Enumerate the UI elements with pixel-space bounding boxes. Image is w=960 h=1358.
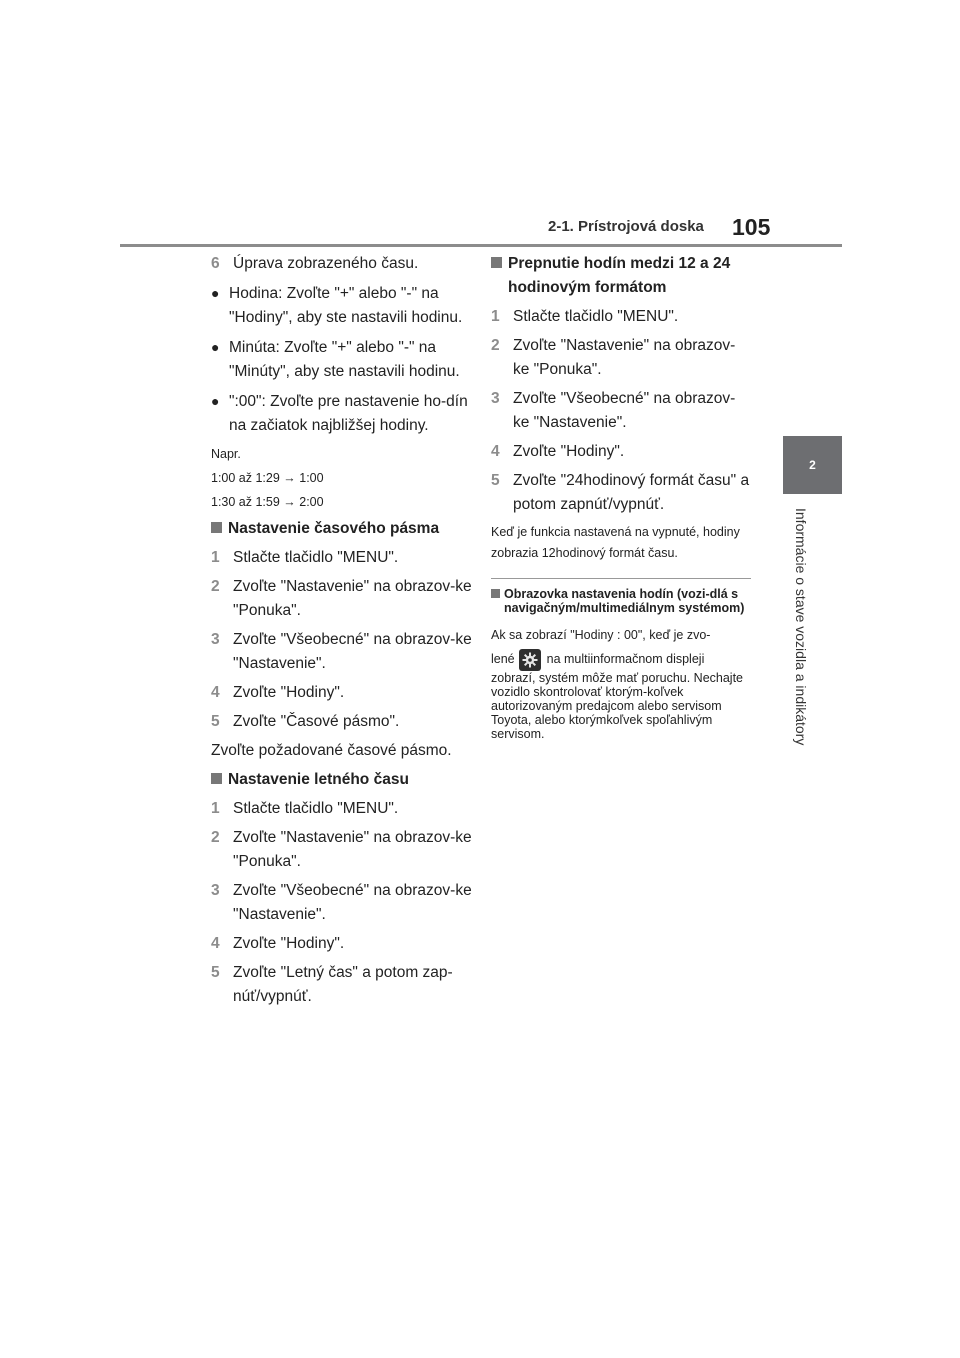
step-text: Zvoľte "Nastavenie" na obrazov-ke "Ponuka". <box>233 578 472 619</box>
note-heading-text: Obrazovka nastavenia hodín (vozi-dlá s navigačným/multimediálnym systémom) <box>504 587 745 615</box>
square-bullet-icon <box>491 252 508 276</box>
step-4 <box>211 932 473 956</box>
timezone-steps <box>211 546 473 734</box>
page-number: 105 <box>732 214 771 240</box>
step-number: 2 <box>491 337 500 354</box>
note-rest: zobrazí, systém môže mať poruchu. Nechajte vozidlo skontrolovať ktorým-koľvek autorizovaným predajcom alebo servisom Toyota, alebo ktorýmkoľvek spoľahlivým servisom. <box>491 671 744 741</box>
dst-steps <box>211 797 473 1009</box>
step-text: Zvoľte "Všeobecné" na obrazov-ke "Nastavenie". <box>233 631 472 672</box>
section-title: 2-1. Prístrojová doska <box>548 218 704 235</box>
step-number: 6 <box>211 255 220 272</box>
step-text: Zvoľte "Hodiny". <box>233 935 345 952</box>
step-number: 5 <box>491 472 500 489</box>
bullet-text: Hodina: Zvoľte "+" alebo "-" na "Hodiny", aby ste nastavili hodinu. <box>229 285 463 326</box>
note-heading <box>491 587 751 615</box>
note-body <box>491 623 751 741</box>
heading-text: Nastavenie letného času <box>228 771 409 788</box>
note-divider <box>491 578 751 579</box>
step-4 <box>211 681 473 705</box>
example-label: Napr. <box>211 447 241 461</box>
heading-format <box>491 252 751 300</box>
bullet-text: ":00": Zvoľte pre nastavenie ho-dín na začiatok najbližšej hodiny. <box>229 393 468 434</box>
step-6 <box>211 252 473 276</box>
heading-text: Prepnutie hodín medzi 12 a 24 hodinovým formátom <box>508 255 731 296</box>
step-3 <box>491 387 751 435</box>
heading-text: Nastavenie časového pásma <box>228 520 440 537</box>
square-bullet-icon <box>211 517 228 541</box>
timezone-after-text: Zvoľte požadované časové pásmo. <box>211 742 452 759</box>
step-2 <box>491 334 751 382</box>
step-text: Zvoľte "Hodiny". <box>233 684 345 701</box>
step-number: 1 <box>211 800 220 817</box>
bullet-dot-icon: ● <box>211 339 220 355</box>
step-number: 2 <box>211 578 220 595</box>
format-steps <box>491 305 751 517</box>
step-text: Zvoľte "Nastavenie" na obrazov-ke "Ponuka". <box>233 829 472 870</box>
bullet-hour <box>211 281 473 330</box>
left-column <box>211 252 473 1014</box>
step-2 <box>211 575 473 623</box>
step-text: Zvoľte "Hodiny". <box>513 443 625 460</box>
square-bullet-icon <box>211 768 228 792</box>
square-bullet-icon <box>491 587 504 601</box>
chapter-label <box>795 508 809 773</box>
step-text: Stlačte tlačidlo "MENU". <box>233 549 399 566</box>
example-line: 1:00 až 1:29 → 1:00 <box>211 471 324 485</box>
chapter-tab: 2 <box>783 436 842 494</box>
step-text: Zvoľte "Všeobecné" na obrazov-ke "Nastavenie". <box>233 882 472 923</box>
step-5 <box>491 469 751 517</box>
example-line: 1:30 až 1:59 → 2:00 <box>211 495 324 509</box>
bullet-dot-icon: ● <box>211 393 220 409</box>
step-number: 5 <box>211 964 220 981</box>
step-text: Zvoľte "Nastavenie" na obrazov-ke "Ponuka". <box>513 337 736 378</box>
chapter-label-text: Informácie o stave vozidla a indikátory <box>793 508 809 746</box>
step-1 <box>491 305 751 329</box>
format-note: Keď je funkcia nastavená na vypnuté, hodiny zobrazia 12hodinový formát času. <box>491 525 740 560</box>
step-text: Stlačte tlačidlo "MENU". <box>233 800 399 817</box>
step-number: 3 <box>211 631 220 648</box>
right-column <box>491 252 751 741</box>
step-number: 2 <box>211 829 220 846</box>
step-4 <box>491 440 751 464</box>
step-3 <box>211 879 473 927</box>
step-text: Zvoľte "Letný čas" a potom zap-núť/vypnúť. <box>233 964 453 1005</box>
step-number: 4 <box>211 684 220 701</box>
step-number: 5 <box>211 713 220 730</box>
step-1 <box>211 797 473 821</box>
note-line: Ak sa zobrazí "Hodiny : 00", keď je zvo- <box>491 628 711 642</box>
step-text: Zvoľte "24hodinový formát času" a potom zapnúť/vypnúť. <box>513 472 750 513</box>
step-1 <box>211 546 473 570</box>
step-3 <box>211 628 473 676</box>
step-text: Stlačte tlačidlo "MENU". <box>513 308 679 325</box>
header-divider <box>120 244 842 247</box>
heading-timezone <box>211 517 473 541</box>
step-number: 3 <box>491 390 500 407</box>
step-number: 3 <box>211 882 220 899</box>
step-2 <box>211 826 473 874</box>
note-line-with-icon <box>491 647 751 671</box>
step-text: Zvoľte "Všeobecné" na obrazov-ke "Nastavenie". <box>513 390 736 431</box>
step-number: 1 <box>491 308 500 325</box>
bullet-minute <box>211 335 473 384</box>
step-text: Úprava zobrazeného času. <box>233 255 419 272</box>
gear-icon <box>519 649 541 671</box>
step-number: 1 <box>211 549 220 566</box>
bullet-text: Minúta: Zvoľte "+" alebo "-" na "Minúty", aby ste nastavili hodinu. <box>229 339 460 380</box>
note-fragment: lené <box>491 652 515 666</box>
step-5 <box>211 710 473 734</box>
note-fragment: na multiinformačnom displeji <box>546 652 705 666</box>
step-text: Zvoľte "Časové pásmo". <box>233 713 400 730</box>
bullet-zero <box>211 389 473 438</box>
step-5 <box>211 961 473 1009</box>
heading-dst <box>211 768 473 792</box>
step-number: 4 <box>491 443 500 460</box>
step-number: 4 <box>211 935 220 952</box>
bullet-dot-icon: ● <box>211 285 220 301</box>
